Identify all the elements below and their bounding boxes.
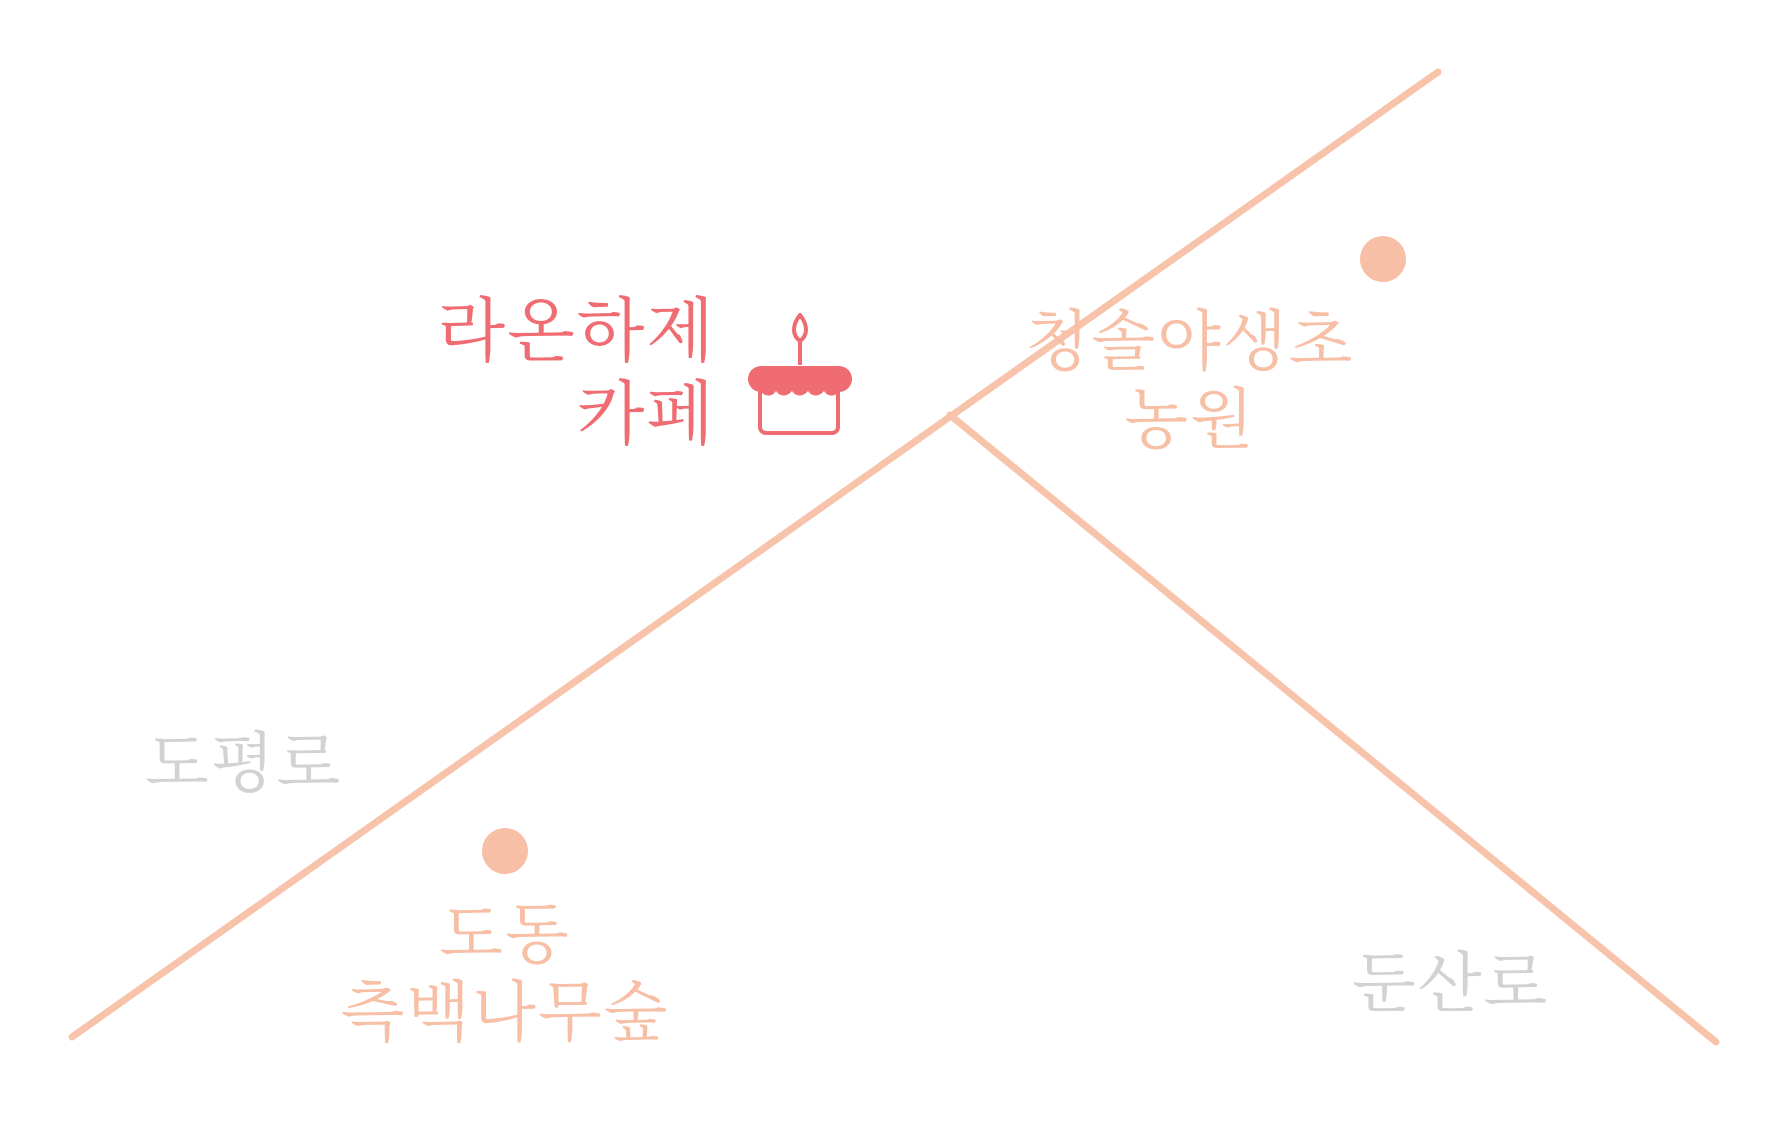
road-label-dunsan: 둔산로 bbox=[1352, 945, 1550, 1022]
cake-with-candle-icon bbox=[748, 313, 852, 443]
farm-name bbox=[990, 303, 1390, 459]
farm-name-line2: 농원 bbox=[1124, 380, 1256, 458]
forest-marker-dot-icon bbox=[482, 828, 528, 874]
cafe-name-line2: 카페 bbox=[576, 372, 716, 455]
road-dunsan bbox=[950, 415, 1716, 1042]
road-label-dopyeong: 도평로 bbox=[145, 725, 343, 802]
road-dopyeong bbox=[72, 72, 1438, 1037]
farm-marker-dot-icon bbox=[1360, 236, 1406, 282]
forest-name-line1: 도동 bbox=[439, 896, 571, 973]
cafe-name-line1: 라온하제 bbox=[437, 290, 716, 372]
forest-name-line2: 측백나무숲 bbox=[340, 973, 670, 1051]
farm-name-line1: 청솔야생초 bbox=[1025, 303, 1355, 380]
forest-name bbox=[285, 896, 725, 1052]
cafe-name bbox=[420, 290, 716, 455]
